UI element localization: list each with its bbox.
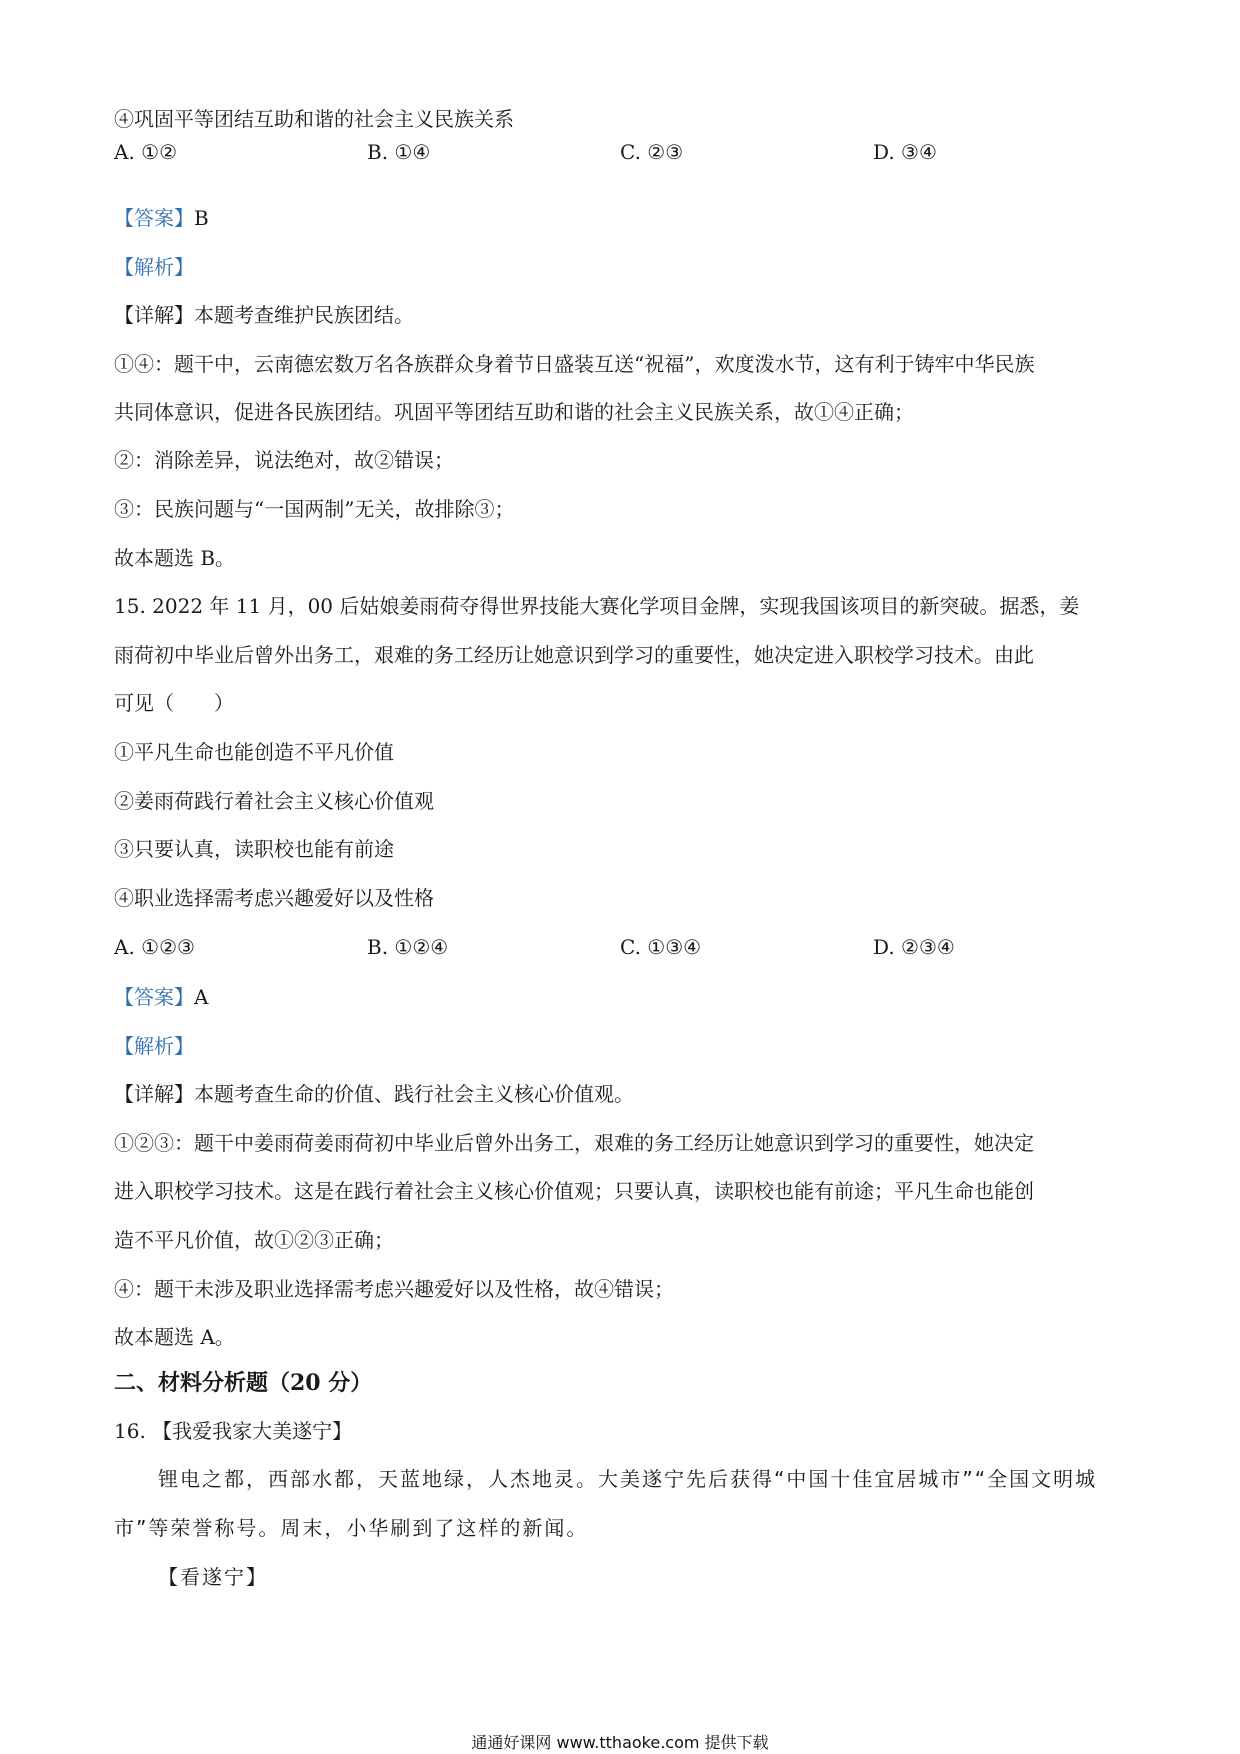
- q16-material-2: 市”等荣誉称号。周末，小华刷到了这样的新闻。: [114, 1516, 589, 1540]
- q15-option-c: C. ①③④: [620, 935, 702, 959]
- q15-explain-1a: ①②③：题干中姜雨荷姜雨荷初中毕业后曾外出务工，艰难的务工经历让她意识到学习的重要性，她决定: [114, 1131, 1034, 1155]
- q15-item-2: ②姜雨荷践行着社会主义核心价值观: [114, 789, 434, 813]
- q14-option-a: A. ①②: [114, 140, 178, 164]
- analysis-tag: 【解析】: [114, 1034, 194, 1058]
- q16-material-1: 锂电之都，西部水都，天蓝地绿，人杰地灵。大美遂宁先后获得“中国十佳宜居城市”“全国文明城: [158, 1467, 1098, 1491]
- q15-option-a: A. ①②③: [114, 935, 195, 959]
- answer-value: A: [194, 985, 209, 1009]
- q16-sub-title: 【看遂宁】: [158, 1565, 268, 1589]
- q15-stem-1: 15. 2022 年 11 月，00 后姑娘姜雨荷夺得世界技能大赛化学项目金牌，实现我国该项目的新突破。据悉，姜: [114, 594, 1080, 618]
- analysis-tag: 【解析】: [114, 255, 194, 279]
- q15-item-3: ③只要认真，读职校也能有前途: [114, 837, 394, 861]
- q15-stem-2: 雨荷初中毕业后曾外出务工，艰难的务工经历让她意识到学习的重要性，她决定进入职校学习技术。由此: [114, 643, 1034, 667]
- q14-answer: [114, 206, 209, 230]
- q14-explain-1a: ①④：题干中，云南德宏数万名各族群众身着节日盛装互送“祝福”，欢度泼水节，这有利于铸牢中华民族: [114, 352, 1035, 376]
- detail-tag: 【详解】: [114, 1082, 194, 1106]
- q14-detail: [114, 303, 414, 327]
- q15-option-b: B. ①②④: [367, 935, 449, 959]
- answer-tag: 【答案】: [114, 985, 194, 1009]
- detail-intro: 本题考查维护民族团结。: [194, 303, 414, 327]
- section-heading: 二、材料分析题（20 分）: [114, 1370, 373, 1396]
- q14-explain-3: ③：民族问题与“一国两制”无关，故排除③；: [114, 497, 515, 521]
- q15-option-d: D. ②③④: [873, 935, 955, 959]
- q15-item-4: ④职业选择需考虑兴趣爱好以及性格: [114, 886, 434, 910]
- q14-option-d: D. ③④: [873, 140, 937, 164]
- answer-tag: 【答案】: [114, 206, 194, 230]
- detail-tag: 【详解】: [114, 303, 194, 327]
- q15-explain-2: ④：题干未涉及职业选择需考虑兴趣爱好以及性格，故④错误；: [114, 1277, 674, 1301]
- q15-answer: [114, 985, 208, 1009]
- q16-title: 16. 【我爱我家大美遂宁】: [114, 1419, 353, 1443]
- q14-explain-2: ②：消除差异，说法绝对，故②错误；: [114, 448, 454, 472]
- detail-intro: 本题考查生命的价值、践行社会主义核心价值观。: [194, 1082, 634, 1106]
- answer-value: B: [194, 206, 209, 230]
- q15-detail: [114, 1082, 634, 1106]
- q14-explain-1b: 共同体意识，促进各民族团结。巩固平等团结互助和谐的社会主义民族关系，故①④正确；: [114, 400, 914, 424]
- q14-option-c: C. ②③: [620, 140, 684, 164]
- q14-item-4: ④巩固平等团结互助和谐的社会主义民族关系: [114, 107, 514, 131]
- q15-conclusion: 故本题选 A。: [114, 1325, 235, 1349]
- q15-explain-1b: 进入职校学习技术。这是在践行着社会主义核心价值观；只要认真，读职校也能有前途；平凡生命也能创: [114, 1179, 1034, 1203]
- q14-conclusion: 故本题选 B。: [114, 546, 236, 570]
- q14-analysis-tag: [114, 255, 194, 279]
- q15-item-1: ①平凡生命也能创造不平凡价值: [114, 740, 394, 764]
- q15-analysis-tag: [114, 1034, 194, 1058]
- q14-option-b: B. ①④: [367, 140, 431, 164]
- footer-credit: 通通好课网 www.tthaoke.com 提供下载: [471, 1733, 769, 1752]
- q15-explain-1c: 造不平凡价值，故①②③正确；: [114, 1228, 394, 1252]
- q15-stem-3: 可见（ ）: [114, 691, 234, 715]
